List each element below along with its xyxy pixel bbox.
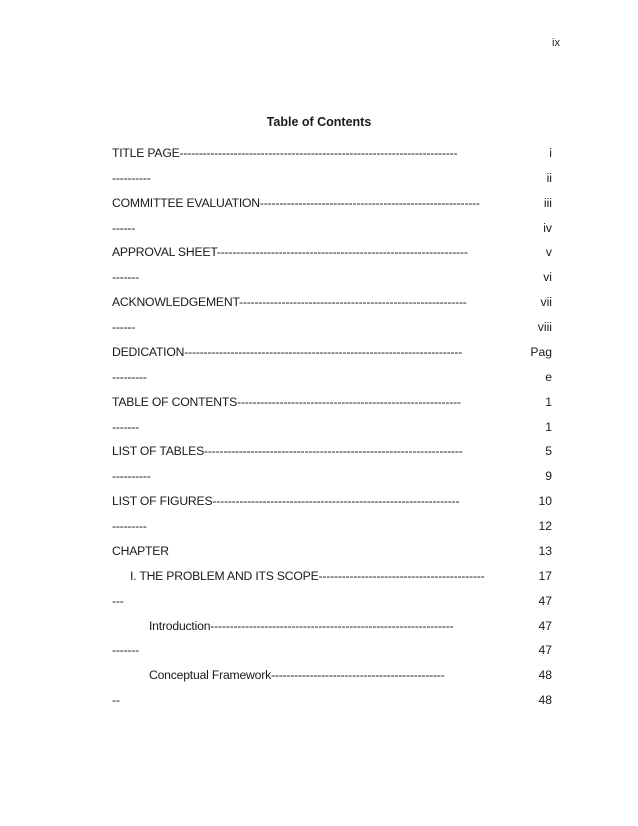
toc-leader-line: ------- [112,270,140,284]
toc-leader-line: --- [112,594,124,608]
toc-entry-chapter-1[interactable]: I. THE PROBLEM AND ITS SCOPE------------------------------------------- [130,569,485,583]
toc-entry-title-page[interactable]: TITLE PAGE------------------------------------------------------------------------ [112,146,458,160]
toc-leader-line: ------ [112,320,136,334]
toc-leader-line: --------- [112,519,147,533]
toc-page-number: 48 [538,668,552,682]
toc-page-number: 5 [545,444,552,458]
toc-page-number: v [545,245,552,259]
toc-page-number: 13 [538,544,552,558]
toc-entry-acknowledgement[interactable]: ACKNOWLEDGEMENT----------------------------------------------------------- [112,295,467,309]
toc-entry-chapter[interactable]: CHAPTER [112,544,169,558]
toc-leader-line: ------- [112,643,140,657]
toc-entry-dedication[interactable]: DEDICATION------------------------------------------------------------------------ [112,345,463,359]
toc-page-number: Pag [530,345,552,359]
toc-page-number: 10 [538,494,552,508]
toc-entry-table-of-contents[interactable]: TABLE OF CONTENTS---------------------------------------------------------- [112,395,461,409]
toc-entry-introduction[interactable]: Introduction--------------------------------------------------------------- [149,619,454,633]
page-title: Table of Contents [266,115,372,129]
toc-page-number: 1 [545,420,552,434]
toc-leader-line: -- [112,693,120,707]
toc-page-number: 12 [538,519,552,533]
toc-page-number: 47 [538,594,552,608]
toc-entry-list-of-figures[interactable]: LIST OF FIGURES---------------------------------------------------------------- [112,494,460,508]
toc-page-number: iii [543,196,552,210]
toc-page-number: viii [537,320,552,334]
toc-leader-line: ---------- [112,171,151,185]
toc-entry-conceptual-framework[interactable]: Conceptual Framework--------------------------------------------- [149,668,445,682]
toc-page-number: 9 [545,469,552,483]
toc-page-number: i [549,146,552,160]
toc-page-number: 48 [538,693,552,707]
toc-page-number: iv [543,221,552,235]
toc-entry-list-of-tables[interactable]: LIST OF TABLES------------------------------------------------------------------- [112,444,463,458]
toc-page-number: ii [546,171,552,185]
toc-page-number: 17 [538,569,552,583]
toc-leader-line: ------ [112,221,136,235]
toc-leader-line: ------- [112,420,140,434]
toc-page-number: 47 [538,643,552,657]
toc-leader-line: --------- [112,370,147,384]
toc-entry-committee-evaluation[interactable]: COMMITTEE EVALUATION--------------------------------------------------------- [112,196,480,210]
toc-page-number: 1 [545,395,552,409]
page-number: ix [552,37,560,49]
toc-page-number: e [545,370,552,384]
toc-leader-line: ---------- [112,469,151,483]
toc-page-number: vii [540,295,552,309]
toc-page-number: 47 [538,619,552,633]
toc-page-number: vi [543,270,552,284]
toc-entry-approval-sheet[interactable]: APPROVAL SHEET----------------------------------------------------------------- [112,245,468,259]
